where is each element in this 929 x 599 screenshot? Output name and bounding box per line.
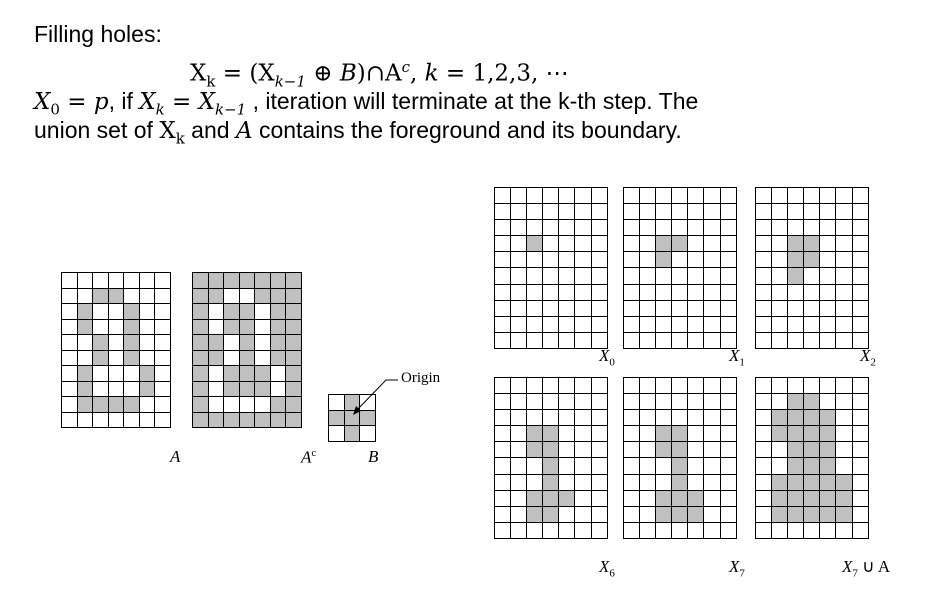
label-X1-base: X xyxy=(729,346,740,365)
formula-eq-open: = (X xyxy=(215,60,275,87)
label-X7-sub: 7 xyxy=(739,567,745,580)
formula-xk: X xyxy=(190,60,207,87)
union-and: and xyxy=(184,117,236,143)
label-X7A-rest: ∪ A xyxy=(857,557,891,576)
label-X2-base: X xyxy=(860,346,871,365)
cond-xkm1-sub: k−1 xyxy=(214,100,247,119)
formula-cap: )∩A xyxy=(356,60,402,87)
cond-xkm1: X xyxy=(198,89,215,115)
cond-x0: X xyxy=(34,89,51,115)
label-X0 xyxy=(599,346,615,368)
cond-eq2: = xyxy=(164,89,199,115)
label-X7 xyxy=(729,557,745,579)
origin-leader-line xyxy=(356,380,398,411)
label-X1-sub: 1 xyxy=(739,356,745,369)
label-Ac-sup: c xyxy=(311,447,317,459)
formula-k-var: k xyxy=(424,60,439,87)
label-X7-union-A xyxy=(842,557,890,579)
label-A: A xyxy=(170,447,181,466)
label-X0-sub: 0 xyxy=(609,356,615,369)
label-X2 xyxy=(860,346,876,368)
label-X6-base: X xyxy=(599,557,610,576)
formula-k-values: = 1,2,3, ⋯ xyxy=(438,60,569,87)
formula-b: B xyxy=(339,60,357,87)
label-X7A-base: X xyxy=(842,557,853,576)
label-X2-sub: 2 xyxy=(870,356,876,369)
cond-eq: = xyxy=(59,89,94,115)
label-A-complement xyxy=(301,447,316,468)
label-origin: Origin xyxy=(401,370,441,386)
formula-k-sub: k xyxy=(206,72,216,91)
label-X7-base: X xyxy=(729,557,740,576)
cond-xk: X xyxy=(139,89,156,115)
formula-oplus: ⊕ xyxy=(305,60,340,87)
formula-comma: , xyxy=(410,60,425,87)
label-Ac-base: A xyxy=(301,447,312,467)
formula-km1-sub: k−1 xyxy=(274,72,306,91)
union-xk-sub: k xyxy=(175,129,185,148)
union-pre: union set of xyxy=(34,117,160,143)
union-xk: X xyxy=(159,118,176,144)
union-a: A xyxy=(235,118,253,144)
union-post: contains the foreground and its boundary. xyxy=(252,117,682,143)
label-X0-base: X xyxy=(599,346,610,365)
formula-c-sup: c xyxy=(401,58,410,76)
label-X6 xyxy=(599,557,615,579)
label-B: B xyxy=(368,447,379,466)
label-X6-sub: 6 xyxy=(609,567,615,580)
slide-title: Filling holes: xyxy=(34,21,162,47)
cond-rest: , iteration will terminate at the k-th step. The xyxy=(246,88,699,114)
cond-xk-sub: k xyxy=(155,100,165,119)
cond-if: , if xyxy=(108,88,140,114)
cond-p: p xyxy=(93,89,109,115)
cond-x0-sub: 0 xyxy=(50,100,60,119)
label-X1 xyxy=(729,346,745,368)
label-X7A-sub: 7 xyxy=(852,567,858,580)
